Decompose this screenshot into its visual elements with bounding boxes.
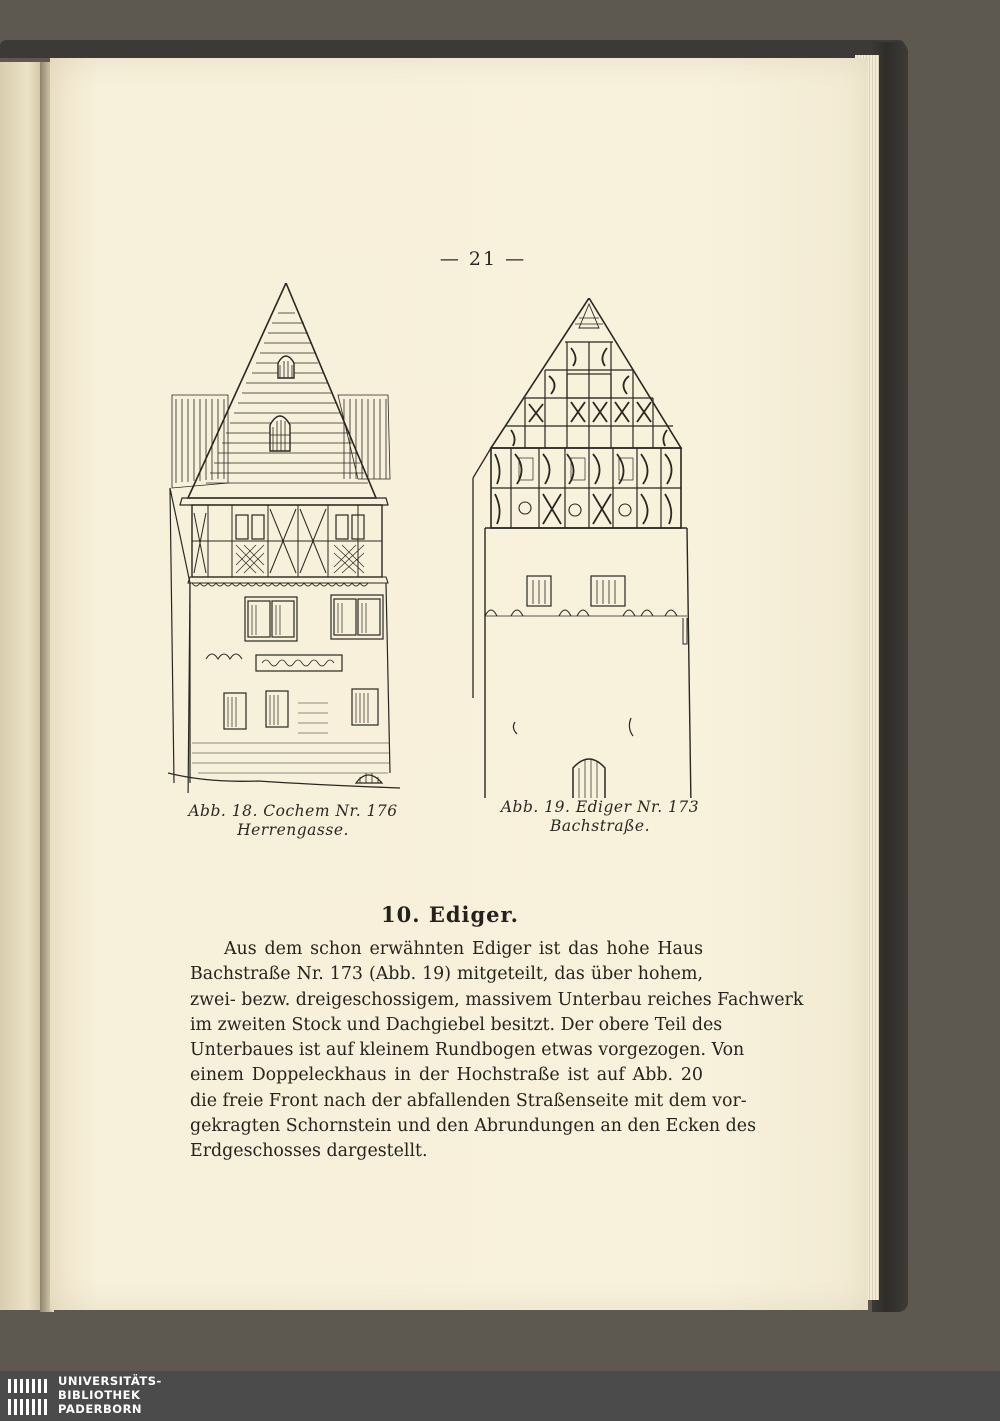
figure-18-caption-line2: Herrengasse. [237, 821, 349, 839]
illustration-cochem-house [168, 283, 400, 793]
body-line: die freie Front nach der abfallenden Straßenseite mit dem vor- [190, 1090, 747, 1111]
right-roof-hatching [338, 395, 390, 479]
section-heading: 10. Ediger. [380, 902, 519, 927]
figure-19-caption-line2: Bachstraße. [549, 817, 651, 835]
library-name-line1: UNIVERSITÄTS- [58, 1374, 162, 1388]
upper-masonry-windows [527, 576, 625, 606]
library-name-line2: BIBLIOTHEK [58, 1388, 141, 1402]
left-roof-hatching [172, 395, 228, 488]
book-cover-top [0, 40, 905, 58]
library-logo-icon [6, 1377, 50, 1417]
figure-19-caption-line1: Abb. 19. Ediger Nr. 173 [500, 798, 700, 816]
body-line: im zweiten Stock und Dachgiebel besitzt. Der obere Teil des [190, 1014, 723, 1035]
library-footer [0, 1371, 1000, 1421]
body-line: einem Doppeleckhaus in der Hochstraße ist auf Abb. 20 [190, 1065, 703, 1086]
section-body [190, 937, 804, 1165]
figure-19-caption [490, 798, 710, 836]
body-line: zwei- bezw. dreigeschossigem, massivem Unterbau reiches Fachwerk [190, 989, 804, 1010]
body-line: gekragten Schornstein und den Abrundungen an den Ecken des [190, 1116, 757, 1137]
library-name [58, 1374, 162, 1416]
page-number: — 21 — [439, 248, 527, 270]
figure-18-caption-line1: Abb. 18. Cochem Nr. 176 [188, 802, 398, 820]
body-line: Aus dem schon erwähnten Ediger ist das hohe Haus [224, 939, 703, 959]
body-line: Unterbaues ist auf kleinem Rundbogen etwas vorgezogen. Von [190, 1040, 745, 1061]
illustration-ediger-house [455, 298, 727, 798]
figure-18-caption [188, 802, 398, 840]
library-name-line3: PADERBORN [58, 1402, 143, 1416]
door-outline [573, 759, 605, 798]
body-line: Bachstraße Nr. 173 (Abb. 19) mitgeteilt, das über hohem, [190, 964, 703, 985]
body-line: Erdgeschosses dargestellt. [190, 1141, 428, 1162]
gable-outline [188, 283, 376, 498]
